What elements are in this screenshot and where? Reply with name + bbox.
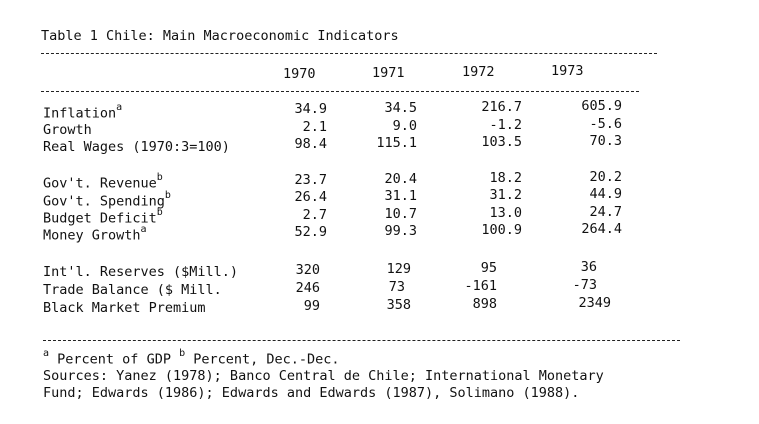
cell-growth-1971: 9.0 xyxy=(392,118,417,134)
cell-black-market-premium-1972: 898 xyxy=(472,296,497,312)
cell-govt-revenue-1973: 20.2 xyxy=(589,169,622,185)
row-label-growth: Growth xyxy=(43,122,92,138)
header-rule xyxy=(41,91,639,92)
sources-line-1: Sources: Yanez (1978); Banco Central de Chile; International Monetary xyxy=(43,368,604,384)
cell-black-market-premium-1971: 358 xyxy=(386,297,411,313)
cell-inflation-1972: 216.7 xyxy=(481,99,522,115)
cell-trade-balance-1971: 73 xyxy=(388,279,405,295)
cell-budget-deficit-1971: 10.7 xyxy=(384,206,417,222)
cell-real-wages-1973: 70.3 xyxy=(589,133,622,149)
cell-black-market-premium-1973: 2349 xyxy=(578,295,611,311)
cell-govt-revenue-1970: 23.7 xyxy=(294,172,327,188)
footnote-ab: $^a$ Percent of GDP $^b$ Percent, Dec.-Dec. xyxy=(43,348,340,368)
row-label-black-market-premium: Black Market Premium xyxy=(43,300,206,316)
cell-money-growth-1972: 100.9 xyxy=(481,222,522,238)
cell-growth-1970: 2.1 xyxy=(302,119,327,135)
cell-intl-reserves-1973: 36 xyxy=(580,259,597,275)
cell-govt-revenue-1972: 18.2 xyxy=(489,170,522,186)
cell-govt-spending-1970: 26.4 xyxy=(294,189,327,205)
cell-govt-spending-1973: 44.9 xyxy=(589,186,622,202)
row-label-budget-deficit: Budget Deficit$^b$ xyxy=(43,207,163,227)
cell-money-growth-1970: 52.9 xyxy=(294,224,327,240)
year-header-1973: 1973 xyxy=(551,63,584,79)
cell-inflation-1973: 605.9 xyxy=(581,98,622,114)
cell-real-wages-1970: 98.4 xyxy=(294,136,327,152)
cell-govt-revenue-1971: 20.4 xyxy=(384,171,417,187)
row-label-real-wages: Real Wages (1970:3=100) xyxy=(43,139,230,155)
cell-intl-reserves-1971: 129 xyxy=(386,261,411,277)
cell-intl-reserves-1972: 95 xyxy=(480,260,497,276)
cell-inflation-1970: 34.9 xyxy=(294,101,327,117)
cell-budget-deficit-1970: 2.7 xyxy=(302,207,327,223)
row-label-trade-balance: Trade Balance ($ Mill. xyxy=(43,282,222,298)
year-header-1970: 1970 xyxy=(283,66,316,82)
cell-trade-balance-1973: -73 xyxy=(572,277,597,293)
cell-growth-1972: -1.2 xyxy=(489,117,522,133)
cell-black-market-premium-1970: 99 xyxy=(303,298,320,314)
cell-growth-1973: -5.6 xyxy=(589,116,622,132)
cell-real-wages-1971: 115.1 xyxy=(376,135,417,151)
cell-real-wages-1972: 103.5 xyxy=(481,134,522,150)
cell-trade-balance-1970: 246 xyxy=(295,280,320,296)
cell-inflation-1971: 34.5 xyxy=(384,100,417,116)
cell-govt-spending-1972: 31.2 xyxy=(489,187,522,203)
row-label-inflation: Inflation$^a$ xyxy=(43,102,123,122)
bottom-rule xyxy=(43,340,680,341)
row-label-govt-spending: Gov't. Spending$^b$ xyxy=(43,190,171,210)
row-label-intl-reserves: Int'l. Reserves ($Mill.) xyxy=(43,264,239,280)
cell-intl-reserves-1970: 320 xyxy=(295,262,320,278)
top-rule xyxy=(41,53,657,54)
row-label-money-growth: Money Growth$^a$ xyxy=(43,224,147,244)
cell-money-growth-1973: 264.4 xyxy=(581,221,622,237)
cell-trade-balance-1972: -161 xyxy=(464,278,497,294)
sources-line-2: Fund; Edwards (1986); Edwards and Edwards (1987), Solimano (1988). xyxy=(43,385,580,401)
cell-money-growth-1971: 99.3 xyxy=(384,223,417,239)
row-label-govt-revenue: Gov't. Revenue$^b$ xyxy=(43,172,163,192)
cell-budget-deficit-1973: 24.7 xyxy=(589,204,622,220)
cell-budget-deficit-1972: 13.0 xyxy=(489,205,522,221)
year-header-1971: 1971 xyxy=(372,65,405,81)
cell-govt-spending-1971: 31.1 xyxy=(384,188,417,204)
table-title: Table 1 Chile: Main Macroeconomic Indicators xyxy=(41,28,399,44)
year-header-1972: 1972 xyxy=(462,64,495,80)
